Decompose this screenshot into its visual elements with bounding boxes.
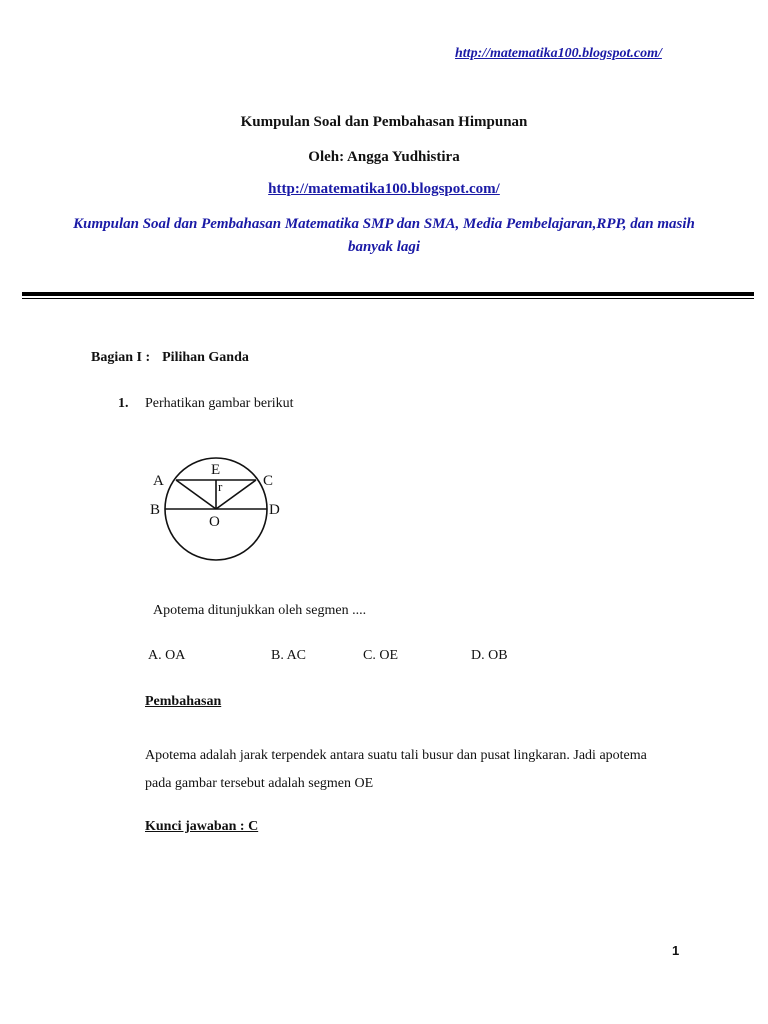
tagline: Kumpulan Soal dan Pembahasan Matematika SMP dan SMA, Media Pembelajaran,RPP, dan masih banyak lagi — [73, 216, 695, 255]
circle-figure — [143, 455, 313, 575]
title-url-container — [0, 181, 768, 198]
option-b[interactable]: B. AC — [271, 648, 307, 663]
question-number: 1. — [118, 396, 129, 411]
section-label: Bagian I : — [91, 350, 151, 365]
answer-key: Kunci jawaban : C — [145, 819, 259, 834]
section-heading — [91, 350, 249, 366]
title-url-link[interactable]: http://matematika100.blogspot.com/ — [268, 181, 500, 197]
discussion-heading: Pembahasan — [145, 694, 222, 709]
label-c: C — [263, 473, 274, 489]
label-r: r — [218, 479, 223, 494]
label-o: O — [209, 514, 220, 530]
option-c[interactable]: C. OE — [363, 648, 398, 663]
question-text: Perhatikan gambar berikut — [145, 396, 294, 411]
document-author: Oleh: Angga Yudhistira — [308, 149, 460, 165]
option-a[interactable]: A. OA — [148, 648, 186, 663]
header-url-link[interactable]: http://matematika100.blogspot.com/ — [455, 46, 662, 61]
section-name: Pilihan Ganda — [162, 350, 249, 365]
divider-thick — [22, 292, 754, 296]
label-a: A — [153, 473, 164, 489]
label-b: B — [150, 502, 161, 518]
segment-oa — [176, 480, 216, 509]
label-e: E — [211, 462, 221, 478]
option-d[interactable]: D. OB — [471, 648, 508, 663]
question-prompt: Apotema ditunjukkan oleh segmen .... — [153, 603, 367, 618]
page-number: 1 — [672, 943, 680, 958]
divider-thin — [22, 298, 754, 299]
document-title: Kumpulan Soal dan Pembahasan Himpunan — [240, 114, 528, 130]
discussion-text: Apotema adalah jarak terpendek antara suatu tali busur dan pusat lingkaran. Jadi apotema pada gambar tersebut adalah segmen OE — [145, 748, 647, 791]
label-d: D — [269, 502, 280, 518]
